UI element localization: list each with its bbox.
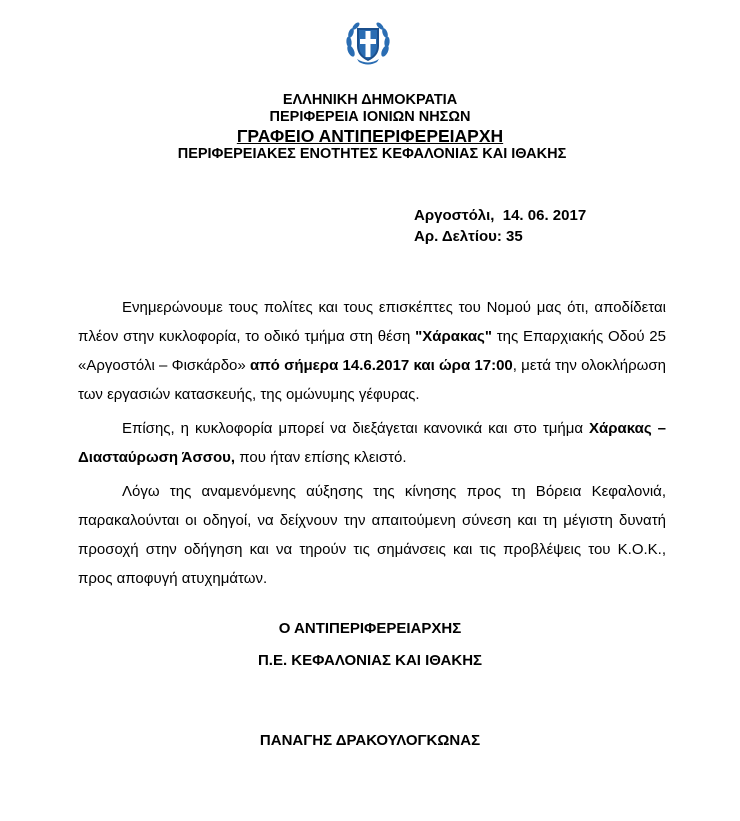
header-country: ΕΛΛΗΝΙΚΗ ΔΗΜΟΚΡΑΤΙΑ — [282, 92, 458, 108]
text-span: Επίσης, η κυκλοφορία μπορεί να διεξάγεται κανονικά και στο τμήμα — [122, 420, 590, 437]
paragraph-road-opening — [78, 293, 666, 409]
header-office: ΓΡΑΦΕΙΟ ΑΝΤΙΠΕΡΙΦΕΡΕΙΑΡΧΗ — [236, 126, 504, 146]
date-line: Αργοστόλι, 14. 06. 2017 — [414, 207, 587, 224]
text-span: που ήταν επίσης κλειστό. — [235, 449, 407, 466]
text-span: , μετά την ολοκλήρωση των εργασιών κατασκευής, της ομώνυμης γέφυρας. — [78, 357, 666, 403]
paragraph-second-section — [78, 414, 666, 472]
text-span: Ενημερώνουμε τους πολίτες και τους επισκέπτες του Νομού μας ότι, αποδίδεται πλέον στην κυκλοφορία, το οδικό τμήμα στη θέση — [78, 299, 666, 345]
greek-coat-of-arms-emblem-icon — [343, 18, 393, 68]
bulletin-number: Αρ. Δελτίου: 35 — [414, 228, 523, 245]
section-bold: Χάρακας – Διασταύρωση Άσσου, — [78, 420, 667, 466]
signature-unit: Π.Ε. ΚΕΦΑΛΟΝΙΑΣ ΚΑΙ ΙΘΑΚΗΣ — [257, 652, 483, 669]
paragraph-drivers-advice: Λόγω της αναμενόμενης αύξησης της κίνησης προς τη Βόρεια Κεφαλονιά, παρακαλούνται οι οδηγοί, να δείχνουν την απαιτούμενη σύνεση και τη μέγιστη δυνατή προσοχή στην οδήγηση και να τηρούν τις σημάνσεις και τις προβλέψεις του Κ.Ο.Κ., προς αποφυγή ατυχημάτων. — [78, 483, 666, 587]
signature-title: Ο ΑΝΤΙΠΕΡΙΦΕΡΕΙΑΡΧΗΣ — [278, 620, 462, 637]
signature-name: ΠΑΝΑΓΗΣ ΔΡΑΚΟΥΛΟΓΚΩΝΑΣ — [259, 732, 481, 749]
opening-time-bold: από σήμερα 14.6.2017 και ώρα 17:00 — [249, 357, 513, 374]
text-span: της Επαρχιακής Οδού 25 «Αργοστόλι – Φισκάρδο» — [78, 328, 666, 374]
location-bold: "Χάρακας" — [415, 328, 492, 345]
date-block — [414, 205, 586, 247]
header-region: ΠΕΡΙΦΕΡΕΙΑ ΙΟΝΙΩΝ ΝΗΣΩΝ — [269, 109, 471, 125]
header-regional-units: ΠΕΡΙΦΕΡΕΙΑΚΕΣ ΕΝΟΤΗΤΕΣ ΚΕΦΑΛΟΝΙΑΣ ΚΑΙ ΙΘΑΚΗΣ — [177, 146, 567, 162]
document-header — [0, 92, 740, 163]
announcement-body — [78, 293, 666, 598]
